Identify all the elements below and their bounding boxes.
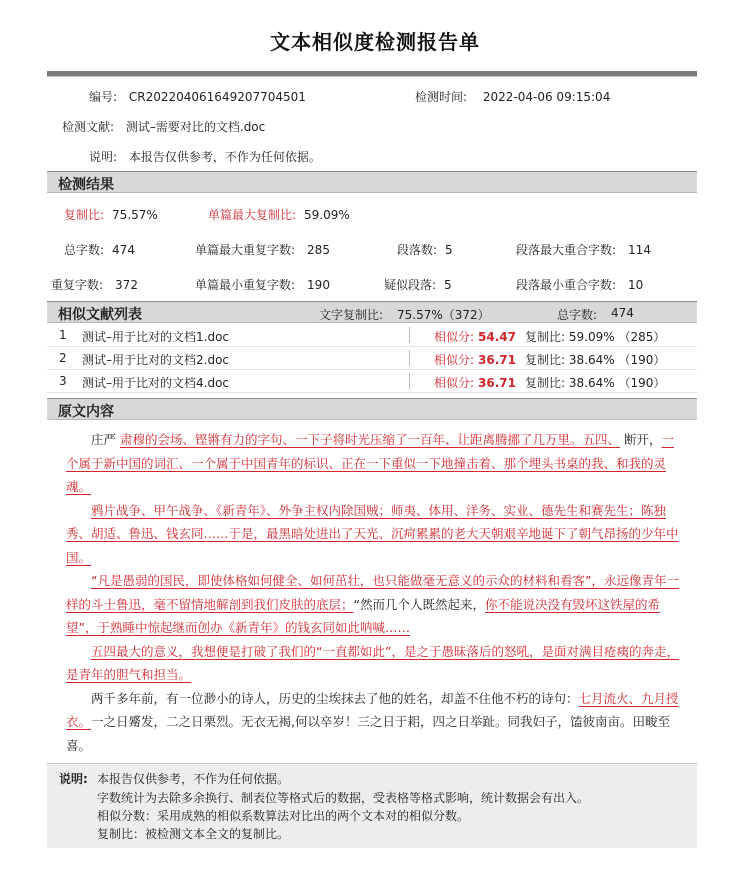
min-repeat-value: 190: [307, 278, 330, 292]
doc-copy-ratio: 复制比: 38.64% （190）: [525, 376, 666, 390]
max-single-value: 59.09%: [304, 208, 350, 222]
footnote-line: 相似分数：采用成熟的相似系数算法对比出的两个文本对的相似分数。: [97, 809, 470, 823]
original-text-title: 原文内容: [58, 404, 114, 420]
check-time-label: 检测时间:: [415, 90, 468, 104]
min-repeat-label: 单篇最小重复字数:: [195, 278, 296, 292]
min-para-overlap-stat: [516, 276, 643, 293]
max-para-overlap-label: 段落最大重合字数:: [516, 243, 617, 257]
text-copy-value: 75.57%（372）: [397, 308, 490, 322]
text-copy-label: 文字复制比:: [319, 308, 384, 322]
paragraphs-value: 5: [445, 243, 453, 257]
highlighted-match[interactable]: 五四最大的意义，我想便是打破了我们的“一直都如此”，是之于愚昧落后的怒吼，是面对满目疮痍的奔走，是青年的胆气和担当。: [66, 643, 679, 682]
check-time-row: [415, 88, 610, 105]
results-header: [47, 171, 697, 193]
similar-total-label: 总字数:: [557, 308, 598, 322]
repeat-chars-label: 重复字数:: [51, 278, 104, 292]
min-para-overlap-label: 段落最小重合字数:: [516, 278, 617, 292]
column-divider: [409, 327, 410, 343]
doc-name[interactable]: 测试–用于比对的文档1.doc: [82, 330, 230, 344]
suspect-para-stat: [384, 276, 452, 293]
paragraph-5: 两千多年前，有一位渺小的诗人，历史的尘埃抹去了他的姓名，却盖不住他不朽的诗句：七月流火、九月授衣。一之日觱发，二之日栗烈。无衣无褐,何以卒岁！三之日于耜，四之日举趾。同我妇子，馌彼南亩。田畯至喜。: [66, 690, 679, 753]
repeat-chars-value: 372: [115, 278, 138, 292]
paragraph-3: “凡是愚弱的国民，即使体格如何健全、如何茁壮，也只能做毫无意义的示众的材料和看客”，永远像青年一样的斗士鲁迅，毫不留情地解剖到我们皮肤的底层；“然而几个人既然起来，你不能说决没有毁坏这铁屋的希望”，于熟睡中惊起继而创办《新青年》的钱玄同如此呐喊……: [66, 573, 679, 635]
check-time-value: 2022-04-06 09:15:04: [482, 90, 611, 104]
max-para-overlap-stat: [516, 241, 651, 258]
max-repeat-label: 单篇最大重复字数:: [195, 243, 296, 257]
total-chars-value: 474: [112, 243, 135, 257]
paragraph-2: [66, 499, 682, 570]
max-repeat-stat: [195, 241, 330, 258]
checked-doc-value: 测试–需要对比的文档.doc: [125, 120, 266, 134]
footnote-line: 字数统计为去除多余换行、制表位等格式后的数据，受表格等格式影响，统计数据会有出入。: [97, 791, 590, 805]
repeat-chars-stat: [51, 276, 138, 293]
highlighted-match[interactable]: 肃穆的会场、铿锵有力的字句、一下子将时光压缩了一百年、让距离腾挪了几万里。五四、: [120, 432, 621, 447]
footnote-line: 本报告仅供参考，不作为任何依据。: [97, 772, 290, 786]
similar-doc-row[interactable]: [47, 347, 697, 370]
highlighted-match[interactable]: 七月流火、九月授衣。: [66, 690, 679, 729]
similarity-score: 相似分: 36.71: [434, 353, 517, 367]
min-repeat-stat: [195, 276, 330, 293]
highlighted-match[interactable]: 鸦片战争、甲午战争、《新青年》、外争主权内除国贼；师夷、体用、洋务、实业、德先生和赛先生；陈独秀、胡适、鲁迅、钱玄同……于是，最黑暗处进出了天光、沉疴累累的老大天朝艰辛地诞下了朝气昂扬的少年中国。: [66, 502, 679, 565]
copy-ratio-stat: [64, 206, 158, 223]
suspect-para-label: 疑似段落:: [384, 278, 437, 292]
max-single-label: 单篇最大复制比:: [208, 208, 297, 222]
highlighted-match[interactable]: 你不能说决没有毁坏这铁屋的希望”，于熟睡中惊起继而创办《新青年》的钱玄同如此呐喊……: [66, 596, 661, 635]
original-text-body: [66, 428, 682, 757]
highlighted-match[interactable]: “凡是愚弱的国民，即使体格如何健全、如何茁壮，也只能做毫无意义的示众的材料和看客”，永远像青年一样的斗士鲁迅，毫不留情地解剖到我们皮肤的底层；: [66, 573, 679, 612]
footnote-box: [47, 763, 697, 848]
report-note-label: 说明:: [89, 150, 118, 164]
similar-total-value: 474: [611, 306, 634, 320]
copy-ratio-value: 75.57%: [112, 208, 158, 222]
min-para-overlap-value: 10: [628, 278, 644, 292]
similarity-score: 相似分: 54.47: [434, 330, 517, 344]
similar-docs-title: 相似文献列表: [58, 307, 142, 323]
doc-name[interactable]: 测试–用于比对的文档2.doc: [82, 353, 230, 367]
column-divider: [409, 350, 410, 366]
report-id-value: CR20220406164920​7704501: [128, 90, 306, 104]
page-title: 文本相似度检测报告单: [270, 30, 480, 54]
report-note-value: 本报告仅供参考，不作为任何依据。: [128, 150, 321, 164]
doc-copy-ratio: 复制比: 59.09% （285）: [525, 330, 666, 344]
column-divider: [409, 373, 410, 389]
report-note-row: [89, 148, 321, 165]
similar-doc-row[interactable]: [47, 324, 697, 347]
similar-docs-header: [47, 301, 697, 323]
total-chars-stat: [64, 241, 135, 258]
paragraphs-label: 段落数:: [397, 243, 438, 257]
checked-doc-row: [62, 118, 265, 135]
max-repeat-value: 285: [307, 243, 330, 257]
report-id-row: [89, 88, 306, 105]
paragraph-1: 庄严 肃穆的会场、铿锵有力的字句、一下子将时光压缩了一百年、让距离腾挪了几万里。五四、 断开，一个属于新中国的词汇、一个属于中国青年的标识、正在一下重似一下地撞击着、那个埋头书桌的我、和我的灵魂。: [66, 432, 675, 494]
similar-doc-row[interactable]: [47, 370, 697, 393]
footnote-label: 说明:: [59, 772, 88, 786]
max-para-overlap-value: 114: [628, 243, 651, 257]
top-divider: [47, 71, 697, 77]
paragraphs-stat: [397, 241, 453, 258]
highlighted-match[interactable]: 一个属于新中国的词汇、一个属于中国青年的标识、正在一下重似一下地撞击着、那个埋头书桌的我、和我的灵魂。: [66, 432, 675, 494]
doc-index: 3: [59, 374, 67, 388]
doc-index: 2: [59, 351, 67, 365]
doc-index: 1: [59, 328, 67, 342]
report-id-label: 编号:: [89, 90, 118, 104]
similarity-score: 相似分: 36.71: [434, 376, 517, 390]
footnote-line: 复制比：被检测文本全文的复制比。: [97, 827, 290, 841]
checked-doc-label: 检测文献:: [62, 120, 115, 134]
paragraph-4: [66, 640, 682, 687]
max-single-stat: [208, 206, 350, 223]
total-chars-label: 总字数:: [64, 243, 105, 257]
original-text-header: [47, 398, 697, 420]
suspect-para-value: 5: [444, 278, 452, 292]
doc-copy-ratio: 复制比: 38.64% （190）: [525, 353, 666, 367]
copy-ratio-label: 复制比:: [64, 208, 105, 222]
results-title: 检测结果: [58, 177, 114, 193]
doc-name[interactable]: 测试–用于比对的文档4.doc: [82, 376, 230, 390]
